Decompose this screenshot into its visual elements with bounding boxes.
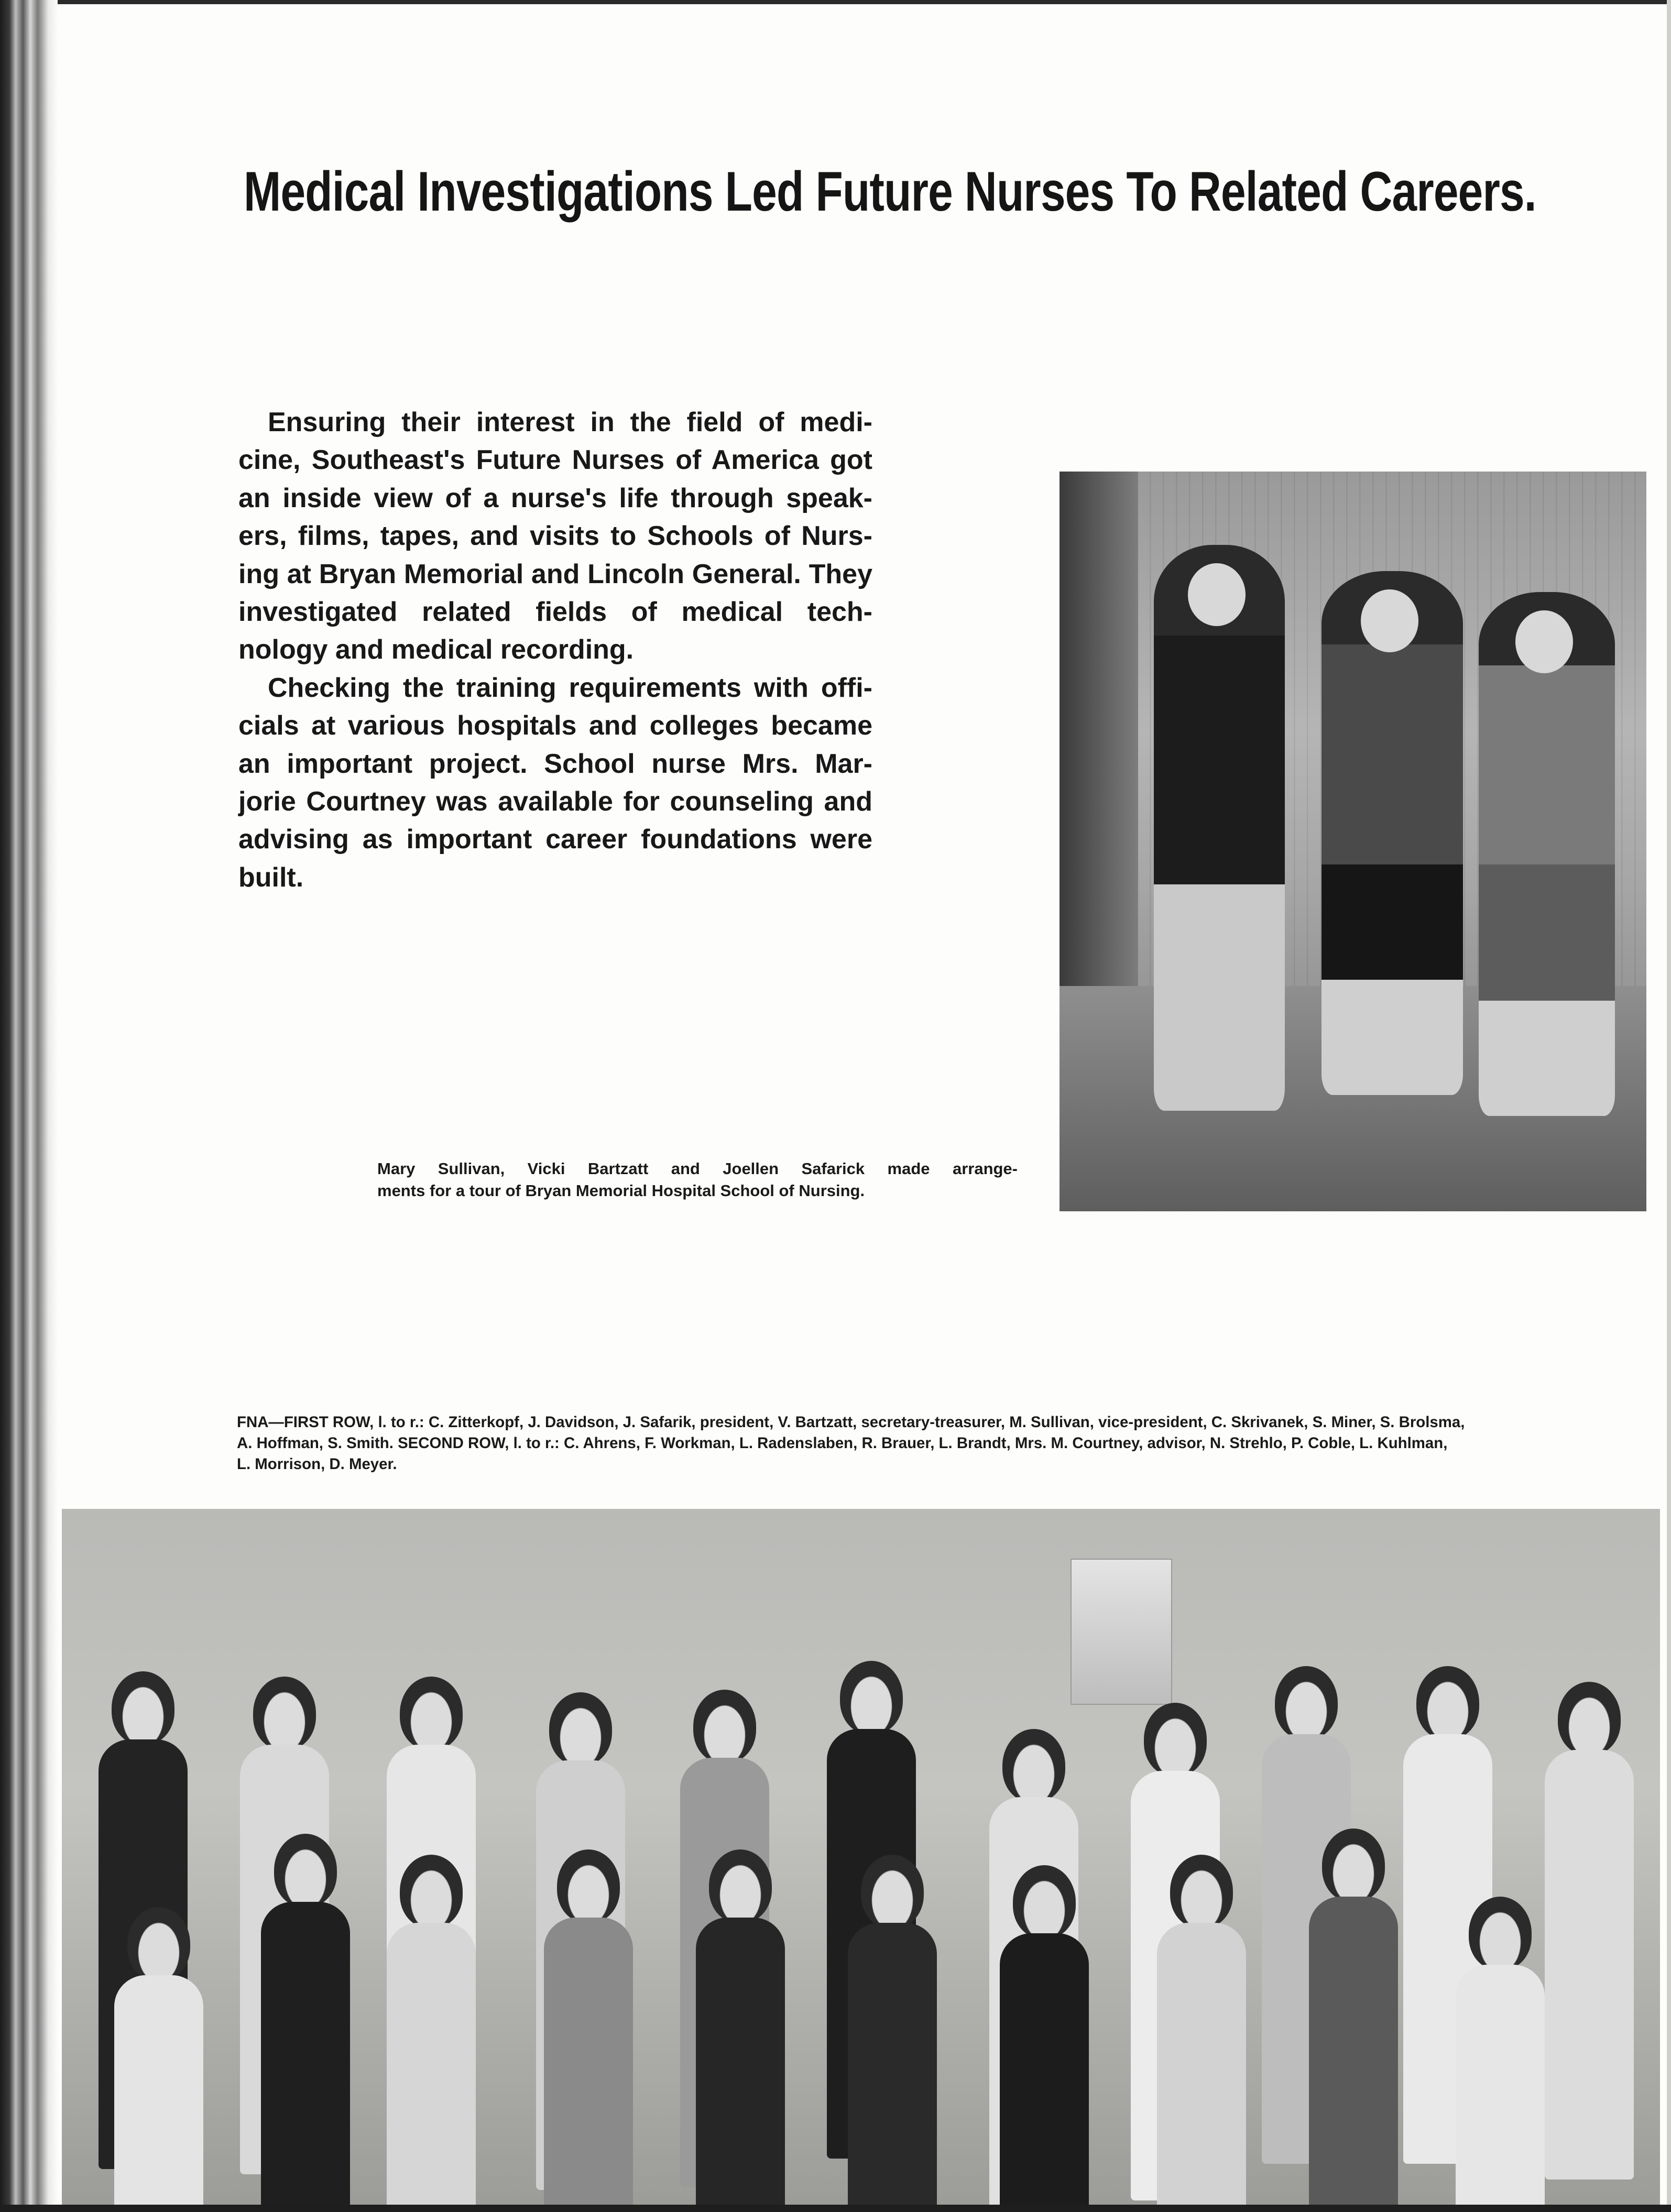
caption-line: L. Morrison, D. Meyer. <box>237 1455 397 1473</box>
three-students-photo <box>1060 472 1646 1211</box>
body-line: Checking the training requirements with offi- <box>268 672 872 703</box>
article-body <box>238 403 872 896</box>
body-line: investigated related fields of medical tech- <box>238 596 872 627</box>
page-bottom-edge <box>0 2205 1671 2212</box>
page-top-edge <box>0 0 1671 4</box>
body-line: cine, Southeast's Future Nurses of America got <box>238 445 872 476</box>
photo-caption <box>377 1158 1018 1202</box>
student-face <box>1361 589 1418 652</box>
student-face <box>1188 563 1246 626</box>
fna-group-photo <box>62 1509 1660 2205</box>
caption-line: ments for a tour of Bryan Memorial Hospital School of Nursing. <box>377 1181 865 1200</box>
caption-line: A. Hoffman, S. Smith. SECOND ROW, l. to r.: C. Ahrens, F. Workman, L. Radenslaben, R. Brauer, L. Brandt, Mrs. M. Courtney, advisor, N. Strehlo, P. Coble, L. Kuhlman, <box>237 1434 1448 1452</box>
body-line: jorie Courtney was available for counseling and <box>238 786 872 817</box>
student-face <box>1515 610 1573 673</box>
wall-poster <box>1071 1559 1172 1705</box>
body-line: Ensuring their interest in the field of medi- <box>268 407 872 437</box>
body-line: an inside view of a nurse's life through speak- <box>238 483 872 513</box>
body-line: ers, films, tapes, and visits to Schools of Nurs- <box>238 521 872 552</box>
student-figure <box>1154 545 1285 1111</box>
body-line: nology and medical recording. <box>238 634 634 665</box>
body-line: cials at various hospitals and colleges became <box>238 710 872 741</box>
book-binding-edge <box>0 0 58 2212</box>
caption-line: FNA—FIRST ROW, l. to r.: C. Zitterkopf, J. Davidson, J. Safarik, president, V. Bartzatt, secretary-treasurer, M. Sullivan, vice-president, C. Skrivanek, S. Miner, S. Brolsma, <box>237 1414 1465 1431</box>
group-photo-caption <box>237 1412 1521 1475</box>
body-line: an important project. School nurse Mrs. Mar- <box>238 748 872 779</box>
body-line: built. <box>238 862 304 893</box>
caption-line: Mary Sullivan, Vicki Bartzatt and Joellen Safarick made arrange- <box>377 1159 1018 1178</box>
body-line: ing at Bryan Memorial and Lincoln General. They <box>238 559 872 589</box>
body-line: advising as important career foundations were <box>238 824 872 855</box>
page-right-edge <box>1667 0 1671 2212</box>
page-headline: Medical Investigations Led Future Nurses To Related Careers. <box>244 160 1536 223</box>
